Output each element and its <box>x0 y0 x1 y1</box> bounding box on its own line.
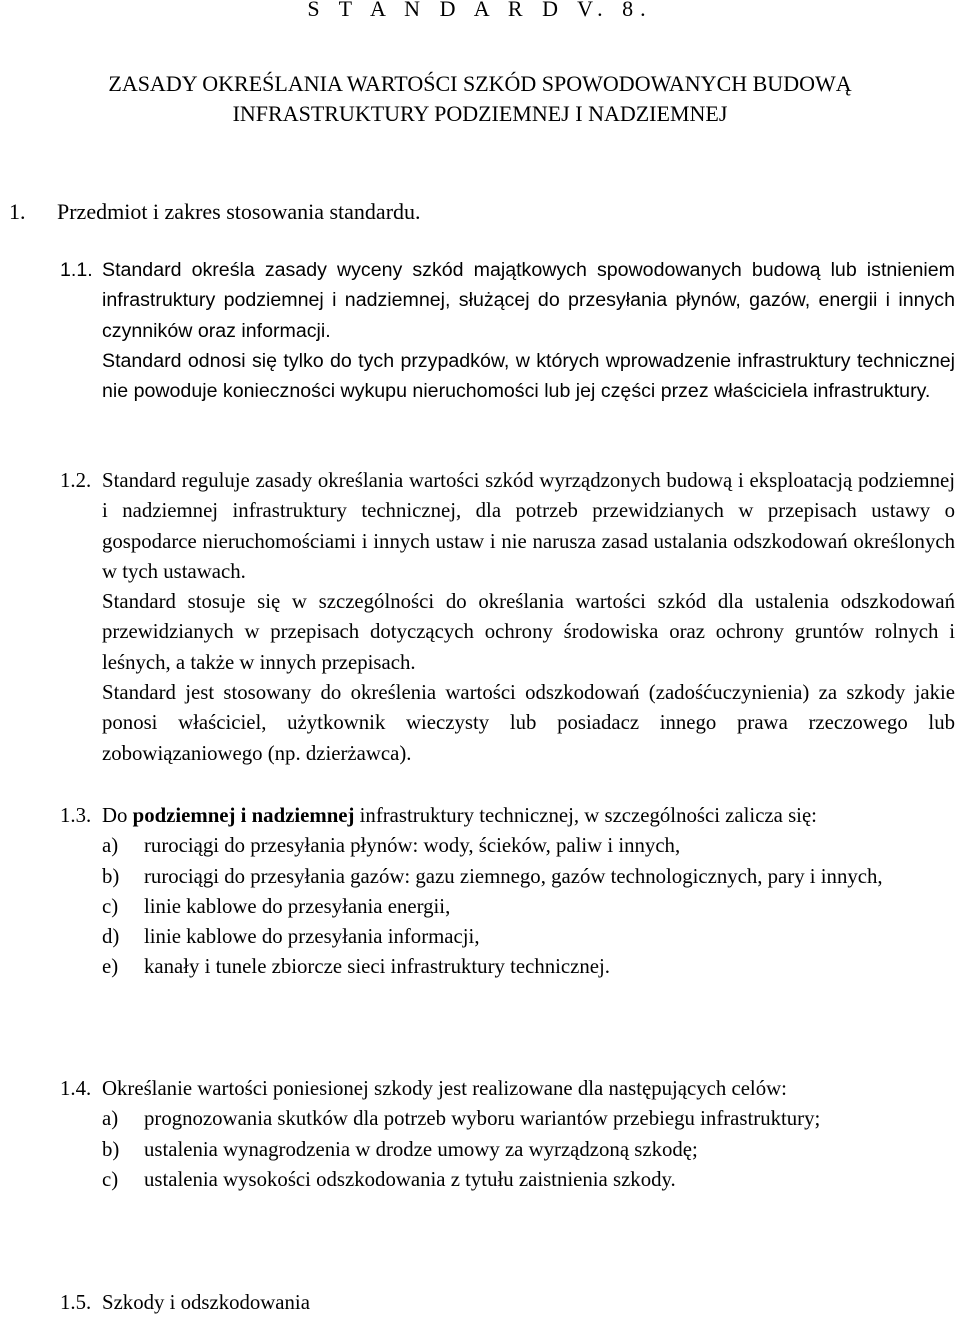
paragraph-number: 1.2. <box>60 469 92 492</box>
infrastructure-list <box>102 831 955 982</box>
list-label: c) <box>102 1167 119 1191</box>
section-1-heading <box>9 197 421 227</box>
list-label: a) <box>102 834 119 858</box>
intro-text: Do <box>102 804 133 827</box>
paragraph-text: Szkody i odszkodowania <box>102 1291 310 1314</box>
list-text: ustalenia wynagrodzenia w drodze umowy za wyrządzoną szkodę; <box>144 1137 698 1161</box>
paragraph-intro: Określanie wartości poniesionej szkody jest realizowane dla następujących celów: <box>102 1077 787 1100</box>
paragraph-1-1 <box>60 255 955 406</box>
list-item <box>102 1165 955 1195</box>
list-label: e) <box>102 955 119 979</box>
section-title: Przedmiot i zakres stosowania standardu. <box>57 199 421 224</box>
list-label: d) <box>102 925 120 949</box>
list-item <box>102 1135 955 1165</box>
list-text: rurociągi do przesyłania gazów: gazu ziemnego, gazów technologicznych, pary i innych, <box>144 864 883 888</box>
standard-number: S T A N D A R D V. 8. <box>307 0 653 21</box>
paragraph-text: Standard jest stosowany do określenia wartości odszkodowań (zadośćuczynienia) za szkody jakie ponosi właściciel, użytkownik wieczysty lub posiadacz innego prawa rzeczowego lub zobowiązaniowego (np. dzierżawca). <box>102 681 955 765</box>
list-item <box>102 892 955 922</box>
paragraph-intro <box>102 801 955 831</box>
document-header <box>0 0 960 129</box>
list-item <box>102 922 955 952</box>
list-item <box>102 862 955 892</box>
list-label: c) <box>102 894 119 918</box>
paragraph-1-3 <box>60 801 955 983</box>
paragraph-text: Standard określa zasady wyceny szkód majątkowych spowodowanych budową lub istnieniem infrastruktury podziemnej i nadziemnej, służącej do przesyłania płynów, gazów, energii i innych czynników oraz informacji. <box>102 259 955 342</box>
paragraph-text: Standard stosuje się w szczególności do określania wartości szkód dla ustalenia odszkodowań przewidzianych w przepisach dotyczących ochrony środowiska oraz ochrony gruntów rolnych i leśnych, a także w innych przepisach. <box>102 590 955 674</box>
paragraph-number: 1.4. <box>60 1077 92 1100</box>
list-label: b) <box>102 1137 120 1161</box>
intro-text: infrastruktury technicznej, w szczególności zalicza się: <box>354 804 817 827</box>
section-number: 1. <box>9 199 26 224</box>
paragraph-number: 1.1. <box>60 259 93 281</box>
list-text: ustalenia wysokości odszkodowania z tytułu zaistnienia szkody. <box>144 1167 676 1191</box>
paragraph-1-5 <box>60 1288 955 1318</box>
paragraph-number: 1.5. <box>60 1291 92 1314</box>
list-label: b) <box>102 864 120 888</box>
list-text: linie kablowe do przesyłania informacji, <box>144 925 480 949</box>
purposes-list <box>102 1104 955 1195</box>
list-label: a) <box>102 1107 119 1131</box>
list-item <box>102 1104 955 1134</box>
paragraph-number: 1.3. <box>60 804 92 827</box>
title-line-2: INFRASTRUKTURY PODZIEMNEJ I NADZIEMNEJ <box>232 101 728 126</box>
paragraph-1-4 <box>60 1074 955 1195</box>
paragraph-text: Standard odnosi się tylko do tych przypadków, w których wprowadzenie infrastruktury technicznej nie powoduje konieczności wykupu nieruchomości lub jej części przez właściciela infrastruktury. <box>102 349 955 403</box>
list-text: kanały i tunele zbiorcze sieci infrastruktury technicznej. <box>144 955 610 979</box>
title-line-1: ZASADY OKREŚLANIA WARTOŚCI SZKÓD SPOWODOWANYCH BUDOWĄ <box>108 71 852 96</box>
paragraph-text: Standard reguluje zasady określania wartości szkód wyrządzonych budową i eksploatacją podziemnej i nadziemnej infrastruktury technicznej, dla potrzeb przewidzianych w przepisach ustawy o gospodarce nieruchomościami i innych ustaw i nie narusza zasad ustalania odszkodowań określonych w tych ustawach. <box>102 469 955 583</box>
list-text: linie kablowe do przesyłania energii, <box>144 894 451 918</box>
list-item <box>102 831 955 861</box>
list-text: prognozowania skutków dla potrzeb wyboru wariantów przebiegu infrastruktury; <box>144 1107 821 1131</box>
list-text: rurociągi do przesyłania płynów: wody, ścieków, paliw i innych, <box>144 834 681 858</box>
intro-bold-text: podziemnej i nadziemnej <box>132 804 355 827</box>
list-item <box>102 952 955 982</box>
paragraph-1-2 <box>60 466 955 769</box>
